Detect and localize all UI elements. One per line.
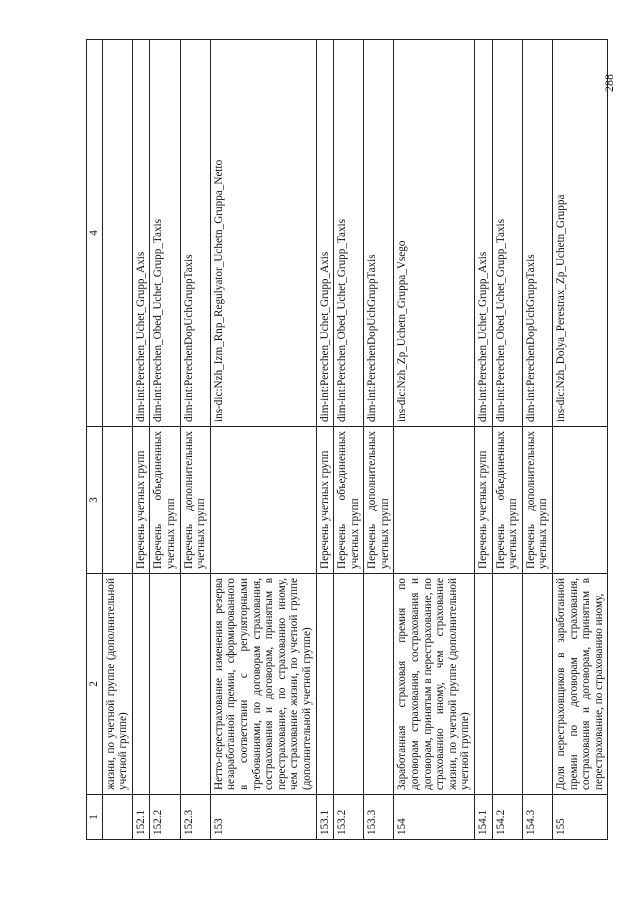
row-code: dim-int:Perechen_Uchet_Grupp_Axis bbox=[475, 40, 493, 427]
row-indicator-name bbox=[475, 574, 493, 795]
row-dimension bbox=[102, 427, 132, 574]
row-number: 155 bbox=[553, 795, 608, 840]
header-col-1: 1 bbox=[87, 795, 103, 840]
row-number: 154.2 bbox=[492, 795, 522, 840]
row-code: dim-int:Perechen_Uchet_Grupp_Axis bbox=[132, 40, 150, 427]
table-row bbox=[102, 40, 132, 840]
document-table bbox=[86, 39, 608, 840]
table-row bbox=[316, 40, 334, 840]
row-indicator-name bbox=[316, 574, 334, 795]
table-row bbox=[492, 40, 522, 840]
row-dimension bbox=[553, 427, 608, 574]
row-indicator-name: Доля перестраховщиков в заработанной премии по договорам страхования, сострахования и договорам, принятым в перестрахование, по страхованию иному, bbox=[553, 574, 608, 795]
row-code: dim-int:PerechenDopUchGruppTaxis bbox=[180, 40, 210, 427]
row-dimension bbox=[210, 427, 316, 574]
table-row bbox=[132, 40, 150, 840]
header-col-4: 4 bbox=[87, 40, 103, 427]
table-row bbox=[180, 40, 210, 840]
row-number: 154 bbox=[394, 795, 475, 840]
row-code: dim-int:PerechenDopUchGruppTaxis bbox=[522, 40, 552, 427]
row-dimension: Перечень дополнительных учетных групп bbox=[180, 427, 210, 574]
row-number bbox=[102, 795, 132, 840]
row-number: 153 bbox=[210, 795, 316, 840]
row-dimension: Перечень дополнительных учетных групп bbox=[522, 427, 552, 574]
row-code: dim-int:PerechenDopUchGruppTaxis bbox=[364, 40, 394, 427]
row-code: ins-dic:Nzh_Dolya_Perestrax_Zp_Uchetn_Gruppa bbox=[553, 40, 608, 427]
row-indicator-name bbox=[150, 574, 180, 795]
table-row bbox=[553, 40, 608, 840]
row-code: ins-dic:Nzh_Zp_Uchetn_Gruppa_Vsego bbox=[394, 40, 475, 427]
row-number: 153.1 bbox=[316, 795, 334, 840]
row-code: dim-int:Perechen_Obed_Uchet_Grupp_Taxis bbox=[334, 40, 364, 427]
header-col-3: 3 bbox=[87, 427, 103, 574]
row-dimension: Перечень учетных групп bbox=[475, 427, 493, 574]
page-number: 288 bbox=[602, 74, 616, 92]
row-number: 153.2 bbox=[334, 795, 364, 840]
row-indicator-name: жизни, по учетной группе (дополнительной учетной группе) bbox=[102, 574, 132, 795]
header-col-2: 2 bbox=[87, 574, 103, 795]
row-indicator-name bbox=[492, 574, 522, 795]
table-row bbox=[522, 40, 552, 840]
row-number: 152.2 bbox=[150, 795, 180, 840]
table-row bbox=[364, 40, 394, 840]
rotated-page bbox=[86, 60, 605, 840]
row-indicator-name bbox=[334, 574, 364, 795]
row-number: 152.1 bbox=[132, 795, 150, 840]
table-row bbox=[334, 40, 364, 840]
row-code: dim-int:Perechen_Obed_Uchet_Grupp_Taxis bbox=[492, 40, 522, 427]
table-row bbox=[150, 40, 180, 840]
row-dimension: Перечень учетных групп bbox=[132, 427, 150, 574]
row-code: dim-int:Perechen_Obed_Uchet_Grupp_Taxis bbox=[150, 40, 180, 427]
row-number: 152.3 bbox=[180, 795, 210, 840]
row-dimension bbox=[394, 427, 475, 574]
row-indicator-name bbox=[180, 574, 210, 795]
row-indicator-name bbox=[132, 574, 150, 795]
row-number: 154.3 bbox=[522, 795, 552, 840]
row-code: dim-int:Perechen_Uchet_Grupp_Axis bbox=[316, 40, 334, 427]
table-row bbox=[475, 40, 493, 840]
row-indicator-name: Нетто-перестрахование изменения резерва незаработанной премии, сформированного в соответствии с регуляторными требованиями, по договорам страхования, сострахования и договорам, принятым в перестрахование, по страхованию иному, чем страхование жизни, по учетной группе (дополнительной учетной группе) bbox=[210, 574, 316, 795]
row-indicator-name bbox=[522, 574, 552, 795]
table-row bbox=[394, 40, 475, 840]
row-code bbox=[102, 40, 132, 427]
row-dimension: Перечень учетных групп bbox=[316, 427, 334, 574]
row-indicator-name bbox=[364, 574, 394, 795]
row-number: 153.3 bbox=[364, 795, 394, 840]
row-dimension: Перечень дополнительных учетных групп bbox=[364, 427, 394, 574]
row-dimension: Перечень объединенных учетных групп bbox=[150, 427, 180, 574]
row-code: ins-dic:Nzh_Izm_Rnp_Regulyator_Uchetn_Gruppa_Netto bbox=[210, 40, 316, 427]
table-row bbox=[210, 40, 316, 840]
row-indicator-name: Заработанная страховая премия по договорам страхования, сострахования и договорам, принятым в перестрахование, по страхованию иному, чем страхование жизни, по учетной группе (дополнительной учетной группе) bbox=[394, 574, 475, 795]
row-dimension: Перечень объединенных учетных групп bbox=[492, 427, 522, 574]
row-dimension: Перечень объединенных учетных групп bbox=[334, 427, 364, 574]
table-header-row bbox=[87, 40, 103, 840]
row-number: 154.1 bbox=[475, 795, 493, 840]
